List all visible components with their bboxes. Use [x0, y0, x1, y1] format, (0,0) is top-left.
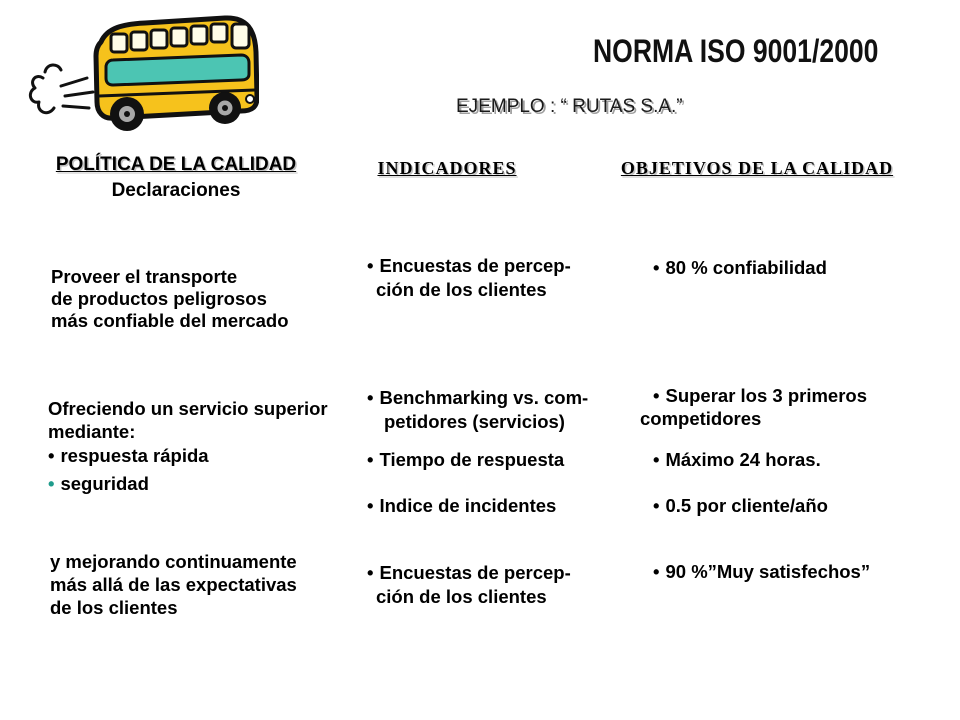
- indicator-item: [367, 449, 564, 471]
- bullet: •: [367, 562, 374, 583]
- indicator-item: [367, 254, 571, 302]
- bus-wheel: [110, 97, 144, 131]
- bus-window: [191, 26, 207, 44]
- indicator-text: Encuestas de percep-: [379, 562, 571, 583]
- objective-text: 0.5 por cliente/año: [665, 495, 828, 516]
- policy-statement: [50, 550, 297, 619]
- bullet: •: [48, 445, 55, 466]
- objective-item: [653, 257, 827, 279]
- bus-window: [111, 34, 127, 52]
- policy-statement: [51, 266, 289, 332]
- indicator-text: Indice de incidentes: [379, 495, 557, 516]
- policy-line: mediante:: [48, 421, 136, 442]
- objective-text: competidores: [640, 408, 762, 429]
- policy-statement: [48, 397, 328, 443]
- bus-window: [171, 28, 187, 46]
- objective-item: [640, 384, 868, 430]
- indicator-text: ción de los clientes: [376, 279, 547, 300]
- indicator-text: petidores (servicios): [384, 411, 565, 432]
- bullet: •: [653, 385, 660, 406]
- bullet: •: [367, 255, 374, 276]
- policy-line: Ofreciendo un servicio superior: [48, 398, 328, 419]
- bus-wheel: [209, 92, 241, 124]
- policy-bullet-text: seguridad: [60, 473, 149, 494]
- objective-item: [653, 449, 821, 471]
- objectives-header-text: OBJETIVOS DE LA CALIDAD: [620, 158, 894, 178]
- bus-window: [211, 24, 227, 42]
- objective-text: 90 %”Muy satisfechos”: [665, 561, 871, 582]
- bus-window: [131, 32, 147, 50]
- bullet: •: [653, 257, 660, 278]
- slide-title: NORMA ISO 9001/2000: [593, 33, 879, 69]
- policy-bullet-item: [48, 445, 209, 467]
- bullet: •: [367, 387, 374, 408]
- objective-text: Superar los 3 primeros: [665, 385, 868, 406]
- bullet: •: [653, 449, 660, 470]
- policy-subheader: Declaraciones: [111, 180, 241, 201]
- slide-subtitle: EJEMPLO : “ RUTAS S.A.”: [456, 96, 683, 117]
- bullet: •: [653, 561, 660, 582]
- indicator-item: [367, 495, 556, 517]
- indicator-text: ción de los clientes: [376, 586, 547, 607]
- bus-window-band: [106, 55, 249, 85]
- bus-headlight: [246, 95, 254, 103]
- indicator-item: [367, 386, 588, 434]
- policy-line: de productos peligrosos: [51, 288, 267, 309]
- bullet: •: [367, 449, 374, 470]
- indicator-text: Benchmarking vs. com-: [379, 387, 589, 408]
- bullet-accent: •: [48, 473, 55, 494]
- policy-line: más allá de las expectativas: [50, 574, 297, 595]
- indicators-header: [347, 157, 547, 179]
- indicators-header-text: INDICADORES: [377, 158, 517, 178]
- objective-text: 80 % confiabilidad: [665, 257, 827, 278]
- policy-header-text: POLÍTICA DE LA CALIDAD: [55, 154, 297, 175]
- bullet: •: [367, 495, 374, 516]
- policy-bullet-item: [48, 473, 149, 495]
- smoke-icon: [30, 65, 93, 113]
- policy-line: de los clientes: [50, 597, 178, 618]
- bullet: •: [653, 495, 660, 516]
- policy-header: [40, 154, 312, 176]
- policy-bullet-text: respuesta rápida: [60, 445, 209, 466]
- policy-line: Proveer el transporte: [51, 266, 238, 287]
- policy-line: más confiable del mercado: [51, 310, 289, 331]
- objective-item: [653, 495, 828, 517]
- indicator-item: [367, 561, 571, 609]
- objective-item: [653, 561, 870, 583]
- bus-window: [151, 30, 167, 48]
- indicator-text: Tiempo de respuesta: [379, 449, 565, 470]
- bus-windshield: [232, 24, 249, 48]
- bus-icon: [27, 12, 259, 134]
- objectives-header: [607, 157, 907, 179]
- objective-text: Máximo 24 horas.: [665, 449, 821, 470]
- indicator-text: Encuestas de percep-: [379, 255, 571, 276]
- policy-line: y mejorando continuamente: [50, 551, 297, 572]
